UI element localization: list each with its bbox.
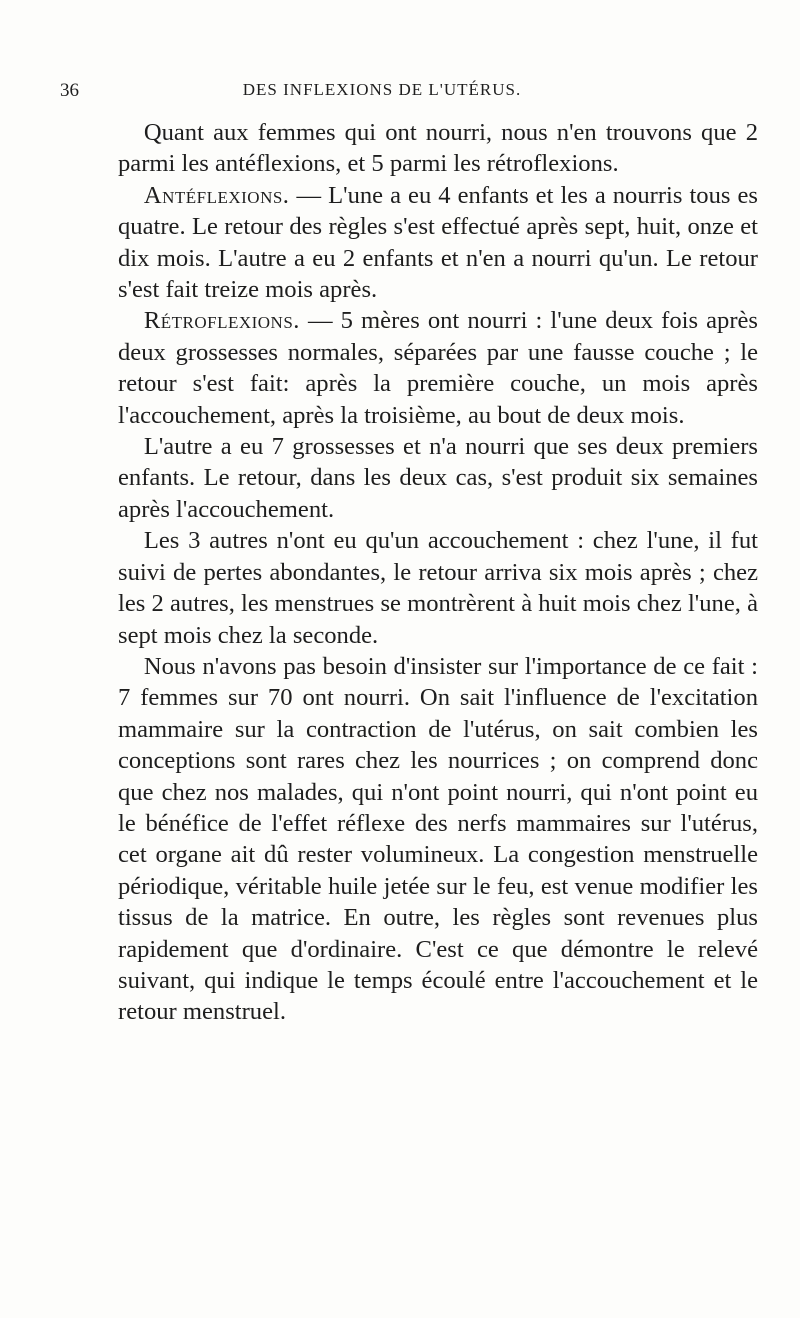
- section-lead-retroflexions: Rétroflexions.: [143, 307, 300, 335]
- paragraph: [118, 651, 758, 1028]
- paragraph: [118, 305, 758, 431]
- paragraph-text: — 5 mères ont nourri : l'une deux fois après deux grossesses normales, séparées par une fausse couche ; le retour s'est fait: après la première couche, un mois après l'accouchement, après la troisième, au bout de deux mois.: [118, 307, 758, 429]
- paragraph-text: Les 3 autres n'ont eu qu'un accouchement : chez l'une, il fut suivi de pertes abondantes, le retour arriva six mois après ; chez les 2 autres, les menstrues se montrèrent à huit mois chez l'une, à sept mois chez la seconde.: [118, 527, 758, 649]
- paragraph: [118, 525, 758, 651]
- paragraph: [118, 117, 758, 180]
- paragraph-text: L'autre a eu 7 grossesses et n'a nourri que ses deux premiers enfants. Le retour, dans les deux cas, s'est produit six semaines après l'accouchement.: [118, 433, 758, 523]
- paragraph-text: — L'une a eu 4 enfants et les a nourris tous es quatre. Le retour des règles s'est effectué après sept, huit, onze et dix mois. L'autre a eu 2 enfants et n'en a nourri qu'un. Le retour s'est fait treize mois après.: [118, 181, 758, 304]
- paragraph: [118, 180, 758, 306]
- page-header: [60, 80, 760, 110]
- paragraph-text: Quant aux femmes qui ont nourri, nous n'en trouvons que 2 parmi les antéflexions, et 5 parmi les rétroflexions.: [118, 119, 758, 178]
- running-title: DES INFLEXIONS DE L'UTÉRUS.: [242, 80, 522, 99]
- page-number: 36: [60, 80, 79, 101]
- body-text: [118, 117, 758, 1028]
- paragraph-text: Nous n'avons pas besoin d'insister sur l'importance de ce fait : 7 femmes sur 70 ont nourri. On sait l'influence de l'excitation mammaire sur la contraction de l'utérus, on sait combien les conceptions sont rares chez les nourrices ; on comprend donc que chez nos malades, qui n'ont point nourri, qui n'ont point eu le bénéfice de l'effet réflexe des nerfs mammaires sur l'utérus, cet organe ait dû rester volumineux. La congestion menstruelle périodique, véritable huile jetée sur le feu, est venue modifier les tissus de la matrice. En outre, les règles sont revenues plus rapidement que d'ordinaire. C'est ce que démontre le relevé suivant, qui indique le temps écoulé entre l'accouchement et le retour menstruel.: [118, 652, 758, 1026]
- section-lead-anteflexions: Antéflexions.: [143, 181, 290, 209]
- paragraph: [118, 431, 758, 525]
